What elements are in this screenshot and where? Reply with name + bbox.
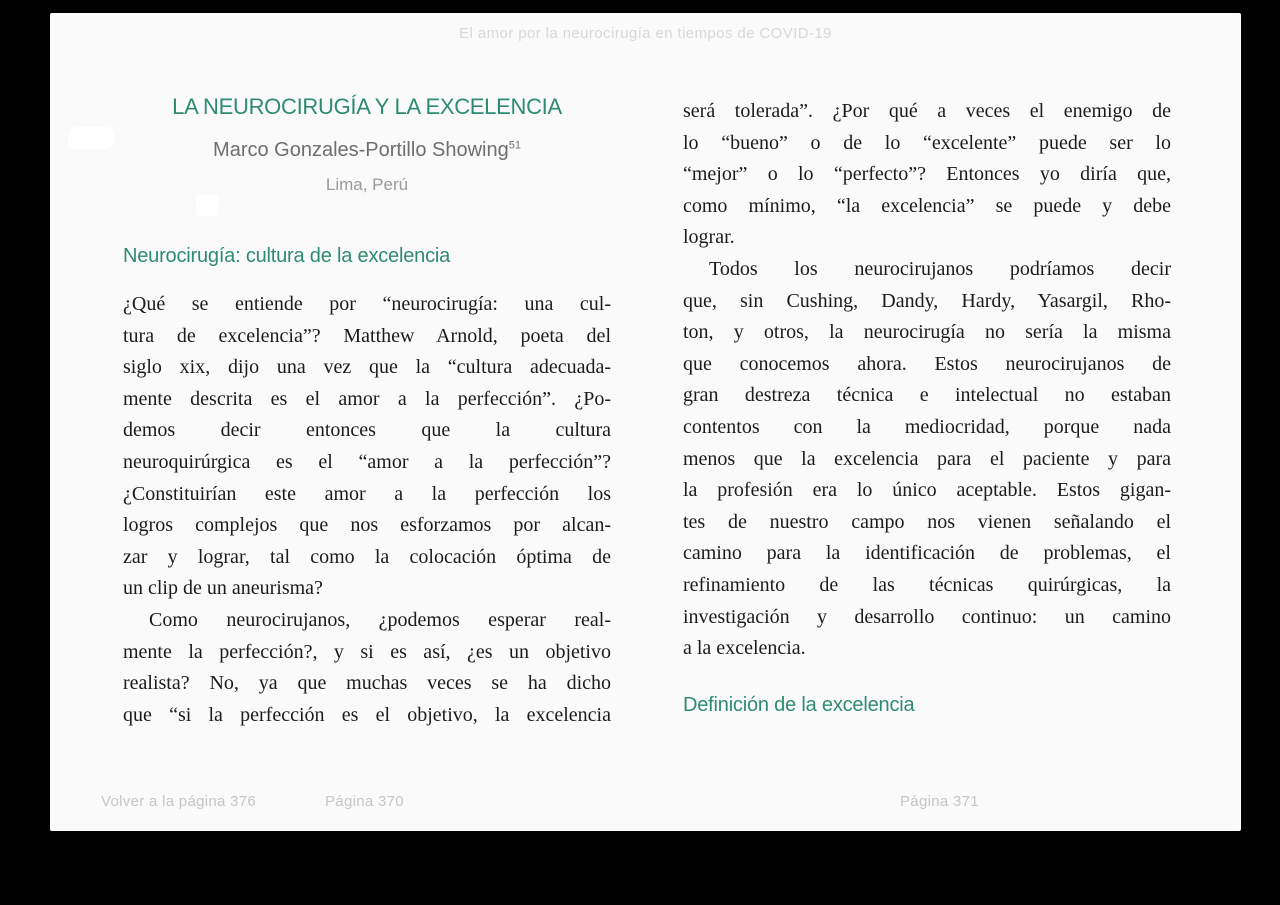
body-text-line: logros complejos que nos esforzamos por alcan- bbox=[123, 514, 611, 537]
paragraph bbox=[683, 96, 1171, 254]
right-page-column bbox=[683, 13, 1171, 831]
body-text-line: ton, y otros, la neurocirugía no sería la misma bbox=[683, 321, 1171, 344]
body-text-line: tes de nuestro campo nos vienen señalando el bbox=[683, 510, 1171, 533]
body-text-line: que “si la perfección es el objetivo, la excelencia bbox=[123, 703, 611, 726]
body-text-line: Todos los neurocirujanos podríamos decir bbox=[709, 257, 1171, 280]
body-text-line: siglo xix, dijo una vez que la “cultura adecuada- bbox=[123, 356, 611, 379]
back-to-page-link[interactable]: Volver a la página 376 bbox=[101, 793, 257, 810]
body-text-line: que, sin Cushing, Dandy, Hardy, Yasargil, Rho- bbox=[683, 289, 1171, 312]
chapter-title: LA NEUROCIRUGÍA Y LA EXCELENCIA bbox=[172, 94, 562, 119]
body-text-line: lo “bueno” o de lo “excelente” puede ser lo bbox=[683, 131, 1171, 154]
section-heading: Definición de la excelencia bbox=[683, 694, 915, 716]
body-text-line: un clip de un aneurisma? bbox=[123, 577, 323, 600]
left-page-number: Página 370 bbox=[325, 793, 404, 810]
paragraph bbox=[683, 254, 1171, 665]
body-text-line: zar y lograr, tal como la colocación óptima de bbox=[123, 545, 611, 568]
left-page-column bbox=[123, 13, 611, 831]
page-smudge bbox=[68, 127, 114, 149]
body-text-line: mente descrita es el amor a la perfección”. ¿Po- bbox=[123, 387, 611, 410]
body-text-line: Como neurocirujanos, ¿podemos esperar real- bbox=[149, 608, 611, 631]
body-text-line: demos decir entonces que la cultura bbox=[123, 419, 611, 442]
body-text-line: “mejor” o lo “perfecto”? Entonces yo diría que, bbox=[683, 163, 1171, 186]
body-text-line: gran destreza técnica e intelectual no estaban bbox=[683, 384, 1171, 407]
body-text-line: investigación y desarrollo continuo: un camino bbox=[683, 605, 1171, 628]
author-line bbox=[123, 139, 611, 162]
body-text-line: camino para la identificación de problemas, el bbox=[683, 542, 1171, 565]
right-page-number: Página 371 bbox=[900, 793, 979, 810]
body-text-line: que conocemos ahora. Estos neurocirujanos de bbox=[683, 352, 1171, 375]
body-text-line: refinamiento de las técnicas quirúrgicas, la bbox=[683, 573, 1171, 596]
body-text-line: tura de excelencia”? Matthew Arnold, poeta del bbox=[123, 324, 611, 347]
body-text-block bbox=[683, 96, 1171, 665]
body-text-line: menos que la excelencia para el paciente y para bbox=[683, 447, 1171, 470]
running-header-title: El amor por la neurocirugía en tiempos de COVID-19 bbox=[459, 25, 832, 42]
body-text-line: lograr. bbox=[683, 226, 735, 249]
body-text-line: a la excelencia. bbox=[683, 637, 806, 660]
paragraph bbox=[123, 605, 611, 731]
author-location: Lima, Perú bbox=[325, 175, 409, 194]
body-text-line: ¿Constituirían este amor a la perfección los bbox=[123, 482, 611, 505]
body-text-block bbox=[123, 289, 611, 731]
body-text-line: contentos con la mediocridad, porque nada bbox=[683, 415, 1171, 438]
section-heading: Neurocirugía: cultura de la excelencia bbox=[123, 245, 451, 267]
book-page-spread bbox=[50, 13, 1241, 831]
body-text-line: realista? No, ya que muchas veces se ha dicho bbox=[123, 672, 611, 695]
body-text-line: como mínimo, “la excelencia” se puede y debe bbox=[683, 194, 1171, 217]
body-text-line: neuroquirúrgica es el “amor a la perfección”? bbox=[123, 450, 611, 473]
footnote-ref[interactable]: 51 bbox=[508, 139, 521, 152]
body-text-line: mente la perfección?, y si es así, ¿es un objetivo bbox=[123, 640, 611, 663]
body-text-line: será tolerada”. ¿Por qué a veces el enemigo de bbox=[683, 100, 1171, 122]
body-text-line: la profesión era lo único aceptable. Estos gigan- bbox=[683, 479, 1171, 502]
author-name: Marco Gonzales-Portillo Showing bbox=[213, 139, 509, 161]
body-text-line: ¿Qué se entiende por “neurocirugía: una cul- bbox=[123, 293, 611, 315]
paragraph bbox=[123, 289, 611, 605]
